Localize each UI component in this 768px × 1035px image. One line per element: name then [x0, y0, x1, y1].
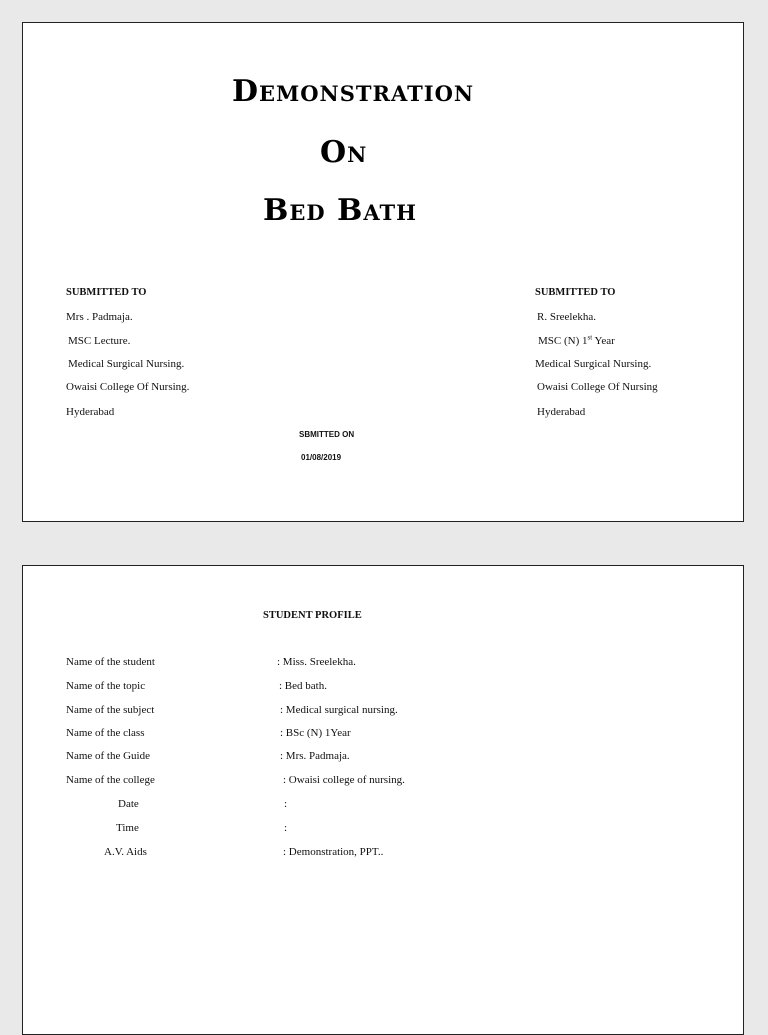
title-on: On: [320, 135, 368, 170]
profile-label: Name of the college: [66, 774, 155, 786]
profile-label: Name of the Guide: [66, 750, 150, 762]
profile-label: Name of the class: [66, 727, 145, 739]
guide-department: Medical Surgical Nursing.: [68, 358, 185, 370]
cover-page: [22, 22, 744, 522]
guide-city: Hyderabad: [66, 406, 115, 418]
submitted-to-right-heading: SUBMITTED TO: [535, 287, 616, 298]
guide-designation: MSC Lecture.: [68, 335, 131, 347]
student-class: MSC (N) 1st Year: [538, 333, 615, 347]
profile-value: : Medical surgical nursing.: [280, 704, 398, 716]
profile-value: : Mrs. Padmaja.: [280, 750, 350, 762]
student-city: Hyderabad: [537, 406, 586, 418]
profile-value: : Bed bath.: [279, 680, 327, 692]
profile-value: : Demonstration, PPT..: [283, 846, 384, 858]
student-college: Owaisi College Of Nursing: [537, 381, 658, 393]
profile-label: Name of the topic: [66, 680, 146, 692]
submitted-to-left-heading: SUBMITTED TO: [66, 287, 147, 298]
submitted-on-date: 01/08/2019: [301, 453, 342, 462]
guide-college: Owaisi College Of Nursing.: [66, 381, 190, 393]
submitted-on-label: SBMITTED ON: [299, 430, 355, 439]
profile-label: Name of the student: [66, 656, 155, 668]
profile-value: :: [284, 822, 288, 834]
title-bed-bath: Bed Bath: [263, 193, 417, 228]
profile-value: : BSc (N) 1Year: [280, 727, 351, 739]
profile-label: Name of the subject: [66, 704, 155, 716]
student-department: Medical Surgical Nursing.: [535, 358, 652, 370]
profile-value: :: [284, 798, 288, 810]
guide-name: Mrs . Padmaja.: [66, 311, 133, 323]
title-demonstration: Demonstration: [232, 74, 475, 109]
profile-value: : Miss. Sreelekha.: [277, 656, 356, 668]
profile-label: Date: [118, 798, 139, 810]
profile-value: : Owaisi college of nursing.: [283, 774, 405, 786]
profile-label: Time: [116, 822, 139, 834]
student-name: R. Sreelekha.: [537, 311, 596, 323]
profile-page: [22, 565, 744, 1035]
profile-label: A.V. Aids: [104, 846, 147, 858]
student-profile-heading: STUDENT PROFILE: [263, 610, 362, 621]
